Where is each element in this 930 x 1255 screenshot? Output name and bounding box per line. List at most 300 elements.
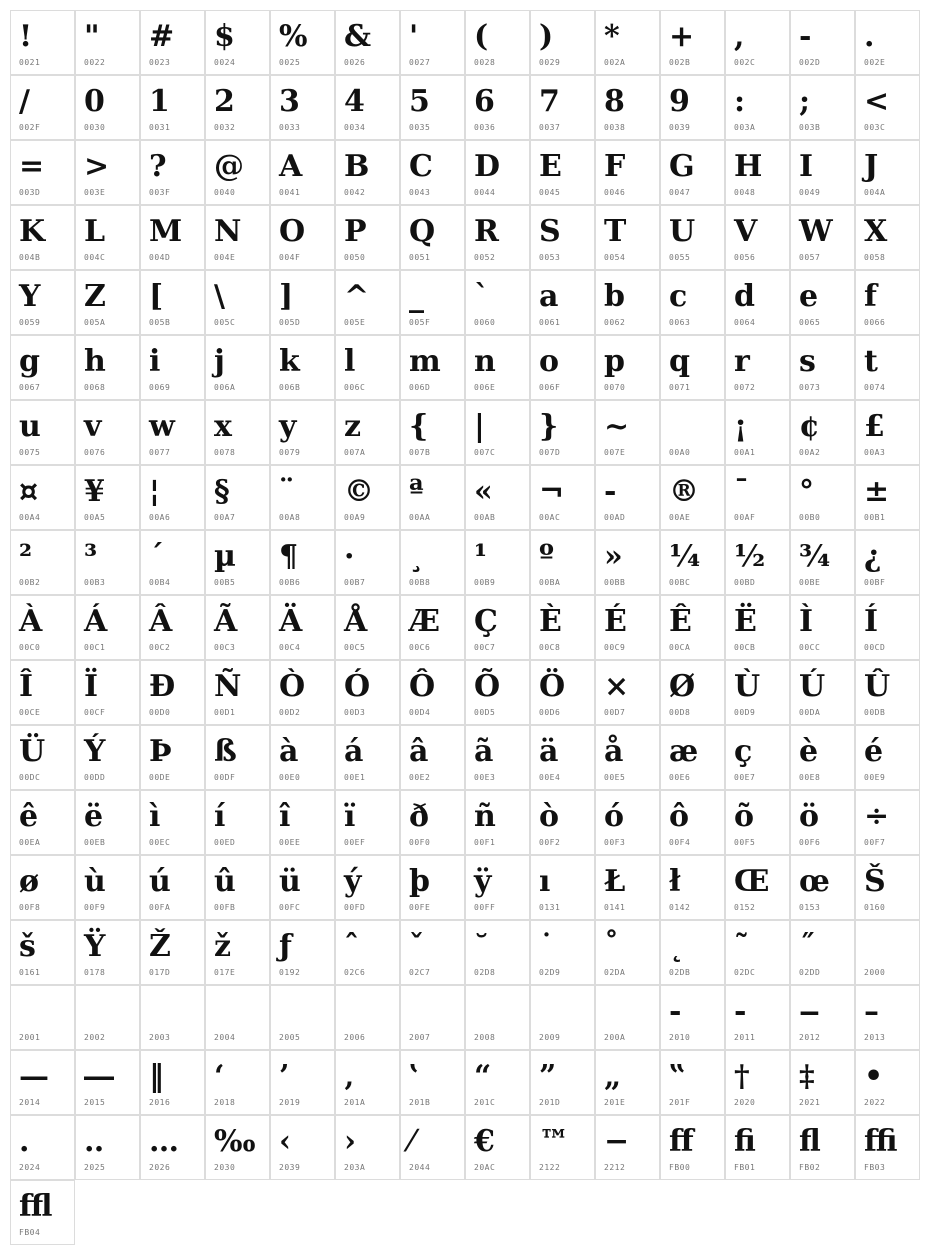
glyph-code: 00DA: [799, 708, 821, 717]
glyph-code: 0028: [474, 58, 496, 67]
glyph-code: 00C0: [19, 643, 41, 652]
glyph-character: =: [19, 149, 45, 184]
glyph-character: ﬁ: [734, 1124, 756, 1159]
glyph-code: 005A: [84, 318, 106, 327]
glyph-character: [409, 992, 419, 1032]
glyph-character: Ð: [149, 669, 176, 704]
glyph-cell: [10, 10, 75, 75]
glyph-code: 00FE: [409, 903, 431, 912]
glyph-cell: [270, 1050, 335, 1115]
glyph-cell: [75, 855, 140, 920]
glyph-code: 2004: [214, 1033, 236, 1042]
glyph-character: ‥: [84, 1124, 105, 1159]
glyph-character: ±: [864, 474, 890, 509]
glyph-code: 0061: [539, 318, 561, 327]
glyph-code: 00AC: [539, 513, 561, 522]
glyph-cell: [855, 1115, 920, 1180]
glyph-code: 00AA: [409, 513, 431, 522]
glyph-cell: [400, 790, 465, 855]
glyph-code: 00EA: [19, 838, 41, 847]
glyph-character: [279, 992, 289, 1032]
glyph-cell: [335, 855, 400, 920]
glyph-code: FB03: [864, 1163, 886, 1172]
glyph-code: 00EF: [344, 838, 366, 847]
glyph-code: 004F: [279, 253, 301, 262]
glyph-code: 006F: [539, 383, 561, 392]
glyph-code: 0047: [669, 188, 691, 197]
glyph-cell: [75, 335, 140, 400]
glyph-code: 00D8: [669, 708, 691, 717]
glyph-code: 00D3: [344, 708, 366, 717]
glyph-code: 00C8: [539, 643, 561, 652]
glyph-cell: [335, 75, 400, 140]
glyph-cell: [75, 595, 140, 660]
glyph-cell: [465, 855, 530, 920]
glyph-character: V: [734, 214, 758, 249]
glyph-code: 00B1: [864, 513, 886, 522]
glyph-code: 0074: [864, 383, 886, 392]
glyph-character: €: [474, 1124, 495, 1159]
glyph-character: ƒ: [279, 929, 292, 964]
glyph-cell: [855, 140, 920, 205]
glyph-cell: [725, 1050, 790, 1115]
glyph-cell: [400, 270, 465, 335]
glyph-character: Ü: [19, 734, 46, 769]
glyph-code: 00A7: [214, 513, 236, 522]
glyph-character: ⁄: [409, 1124, 415, 1159]
glyph-character: ˙: [539, 929, 554, 964]
glyph-code: 00A1: [734, 448, 756, 457]
glyph-character: Š: [864, 864, 886, 899]
glyph-cell: [335, 10, 400, 75]
glyph-code: 00E9: [864, 773, 886, 782]
glyph-code: 00C3: [214, 643, 236, 652]
glyph-cell: [140, 595, 205, 660]
glyph-code: 002C: [734, 58, 756, 67]
glyph-cell: [465, 75, 530, 140]
glyph-cell: [790, 1115, 855, 1180]
glyph-code: 00D2: [279, 708, 301, 717]
glyph-character: ﬃ: [864, 1124, 898, 1159]
glyph-cell: [335, 335, 400, 400]
glyph-code: 2003: [149, 1033, 171, 1042]
glyph-code: 0161: [19, 968, 41, 977]
glyph-code: 004D: [149, 253, 171, 262]
glyph-cell: [790, 205, 855, 270]
glyph-cell: [10, 1050, 75, 1115]
glyph-character: ‟: [669, 1059, 687, 1094]
glyph-code: 0030: [84, 123, 106, 132]
glyph-character: é: [864, 734, 884, 769]
glyph-cell: [465, 205, 530, 270]
glyph-character: y: [279, 409, 297, 444]
glyph-code: 004E: [214, 253, 236, 262]
glyph-code: 0050: [344, 253, 366, 262]
glyph-code: 2001: [19, 1033, 41, 1042]
glyph-cell: [270, 725, 335, 790]
glyph-code: 0045: [539, 188, 561, 197]
glyph-code: 02C7: [409, 968, 431, 977]
glyph-cell: [660, 10, 725, 75]
glyph-cell: [10, 660, 75, 725]
glyph-code: 007B: [409, 448, 431, 457]
glyph-cell: [725, 465, 790, 530]
glyph-character: h: [84, 344, 106, 379]
glyph-code: 0037: [539, 123, 561, 132]
glyph-cell: [205, 270, 270, 335]
glyph-cell: [400, 335, 465, 400]
glyph-cell: [465, 660, 530, 725]
glyph-cell: [270, 75, 335, 140]
glyph-character: @: [214, 149, 244, 184]
glyph-character: B: [344, 149, 370, 184]
glyph-code: 002E: [864, 58, 886, 67]
glyph-code: 0065: [799, 318, 821, 327]
glyph-cell: [270, 335, 335, 400]
glyph-cell: [400, 725, 465, 790]
glyph-cell: [790, 595, 855, 660]
glyph-character: H: [734, 149, 763, 184]
glyph-cell: [465, 920, 530, 985]
glyph-code: 0153: [799, 903, 821, 912]
glyph-character: [149, 992, 159, 1032]
glyph-character: •: [864, 1059, 884, 1094]
glyph-cell: [270, 1115, 335, 1180]
glyph-code: 00E0: [279, 773, 301, 782]
glyph-code: 0026: [344, 58, 366, 67]
glyph-cell: [465, 530, 530, 595]
glyph-character: ¾: [799, 539, 831, 574]
glyph-character: [604, 992, 614, 1032]
glyph-cell: [205, 1115, 270, 1180]
glyph-cell: [790, 920, 855, 985]
glyph-cell: [75, 10, 140, 75]
glyph-cell: [75, 790, 140, 855]
glyph-character: ñ: [474, 799, 496, 834]
glyph-character: Ý: [84, 734, 106, 769]
glyph-cell: [725, 1115, 790, 1180]
glyph-character: [474, 992, 484, 1032]
glyph-character: ú: [149, 864, 171, 899]
glyph-cell: [725, 75, 790, 140]
glyph-character: ç: [734, 734, 753, 769]
glyph-code: 0152: [734, 903, 756, 912]
glyph-cell: [790, 725, 855, 790]
glyph-code: 00E2: [409, 773, 431, 782]
glyph-code: 00C4: [279, 643, 301, 652]
glyph-character: o: [539, 344, 560, 379]
glyph-cell: [400, 530, 465, 595]
glyph-character: _: [409, 279, 424, 314]
glyph-cell: [75, 205, 140, 270]
glyph-code: 0063: [669, 318, 691, 327]
glyph-code: 2012: [799, 1033, 821, 1042]
glyph-code: 002A: [604, 58, 626, 67]
glyph-character: Ì: [799, 604, 814, 639]
glyph-cell: [855, 335, 920, 400]
glyph-character: 4: [344, 84, 365, 119]
glyph-cell: [530, 1050, 595, 1115]
glyph-cell: [465, 1115, 530, 1180]
glyph-character: ‡: [799, 1059, 815, 1094]
glyph-character: a: [539, 279, 559, 314]
glyph-character: K: [19, 214, 46, 249]
glyph-code: 00D0: [149, 708, 171, 717]
glyph-cell: [400, 660, 465, 725]
glyph-character: X: [864, 214, 888, 249]
glyph-code: 0192: [279, 968, 301, 977]
glyph-character: [84, 992, 94, 1032]
glyph-cell: [855, 920, 920, 985]
glyph-cell: [270, 855, 335, 920]
glyph-character: ª: [409, 474, 424, 509]
glyph-cell: [75, 985, 140, 1050]
glyph-character: ©: [344, 474, 374, 509]
glyph-character: ―: [84, 1059, 114, 1094]
glyph-cell: [660, 660, 725, 725]
glyph-character: †: [734, 1059, 750, 1094]
glyph-character: Í: [864, 604, 879, 639]
glyph-cell: [855, 400, 920, 465]
glyph-code: 203A: [344, 1163, 366, 1172]
glyph-character: Ï: [84, 669, 99, 704]
glyph-character: Q: [409, 214, 436, 249]
glyph-cell: [790, 465, 855, 530]
glyph-character: ‐: [669, 994, 682, 1029]
glyph-character: °: [799, 474, 814, 509]
glyph-cell: [790, 855, 855, 920]
glyph-character: Þ: [149, 734, 172, 769]
glyph-code: 0142: [669, 903, 691, 912]
glyph-character: È: [539, 604, 562, 639]
glyph-character: ‰: [214, 1124, 256, 1159]
glyph-cell: [595, 725, 660, 790]
glyph-cell: [335, 790, 400, 855]
glyph-character: ): [539, 19, 554, 54]
glyph-code: 005E: [344, 318, 366, 327]
glyph-character: <: [864, 84, 890, 119]
glyph-cell: [725, 530, 790, 595]
glyph-character: ․: [19, 1124, 30, 1159]
glyph-code: 02C6: [344, 968, 366, 977]
glyph-code: 2212: [604, 1163, 626, 1172]
glyph-cell: [595, 335, 660, 400]
glyph-cell: [75, 1050, 140, 1115]
glyph-character: ¿: [864, 539, 882, 574]
glyph-code: 0071: [669, 383, 691, 392]
glyph-character: ¸: [409, 539, 424, 574]
glyph-code: 0038: [604, 123, 626, 132]
glyph-cell: [270, 140, 335, 205]
glyph-code: 0042: [344, 188, 366, 197]
glyph-cell: [335, 595, 400, 660]
glyph-code: 0040: [214, 188, 236, 197]
glyph-character: C: [409, 149, 433, 184]
glyph-code: 00DC: [19, 773, 41, 782]
glyph-character: Â: [149, 604, 173, 639]
glyph-cell: [400, 595, 465, 660]
glyph-cell: [335, 400, 400, 465]
glyph-cell: [660, 985, 725, 1050]
glyph-code: 02DD: [799, 968, 821, 977]
glyph-code: 00FA: [149, 903, 171, 912]
glyph-character: ·: [344, 539, 355, 574]
glyph-character: É: [604, 604, 627, 639]
glyph-code: 002B: [669, 58, 691, 67]
glyph-cell: [530, 855, 595, 920]
glyph-cell: [725, 205, 790, 270]
glyph-code: 00D6: [539, 708, 561, 717]
glyph-code: 2013: [864, 1033, 886, 1042]
glyph-code: 2122: [539, 1163, 561, 1172]
glyph-character: Ë: [734, 604, 757, 639]
glyph-cell: [660, 140, 725, 205]
glyph-cell: [270, 465, 335, 530]
glyph-character: û: [214, 864, 236, 899]
glyph-character: j: [214, 344, 225, 379]
glyph-code: 00AF: [734, 513, 756, 522]
glyph-cell: [335, 660, 400, 725]
glyph-code: 006D: [409, 383, 431, 392]
glyph-cell: [205, 140, 270, 205]
glyph-code: 004C: [84, 253, 106, 262]
glyph-cell: [725, 790, 790, 855]
glyph-code: 0054: [604, 253, 626, 262]
glyph-code: 0023: [149, 58, 171, 67]
glyph-cell: [595, 920, 660, 985]
glyph-code: 0131: [539, 903, 561, 912]
glyph-character: ˛: [669, 929, 684, 964]
glyph-character: l: [344, 344, 356, 379]
glyph-code: FB01: [734, 1163, 756, 1172]
glyph-cell: [595, 790, 660, 855]
glyph-character: P: [344, 214, 367, 249]
glyph-character: í: [214, 799, 226, 834]
glyph-code: 00F8: [19, 903, 41, 912]
glyph-cell: [140, 465, 205, 530]
glyph-cell: [140, 725, 205, 790]
glyph-cell: [790, 335, 855, 400]
glyph-character: }: [539, 409, 559, 444]
glyph-code: 0052: [474, 253, 496, 262]
glyph-code: 003E: [84, 188, 106, 197]
glyph-character: p: [604, 344, 625, 379]
glyph-cell: [790, 140, 855, 205]
glyph-code: 00C9: [604, 643, 626, 652]
glyph-character: –: [864, 994, 879, 1029]
glyph-cell: [335, 920, 400, 985]
glyph-character: f: [864, 279, 877, 314]
glyph-character: Î: [19, 669, 34, 704]
glyph-code: 0048: [734, 188, 756, 197]
glyph-cell: [595, 595, 660, 660]
glyph-character: i: [149, 344, 161, 379]
glyph-character: q: [669, 344, 690, 379]
glyph-cell: [335, 465, 400, 530]
glyph-character: ì: [149, 799, 161, 834]
glyph-cell: [855, 530, 920, 595]
glyph-cell: [530, 270, 595, 335]
glyph-cell: [530, 465, 595, 530]
glyph-character: —: [19, 1059, 49, 1094]
glyph-cell: [205, 335, 270, 400]
glyph-cell: [205, 660, 270, 725]
glyph-character: d: [734, 279, 755, 314]
glyph-character: S: [539, 214, 561, 249]
glyph-code: 0027: [409, 58, 431, 67]
glyph-code: 00CA: [669, 643, 691, 652]
glyph-character: W: [799, 214, 833, 249]
glyph-cell: [790, 530, 855, 595]
glyph-code: 006B: [279, 383, 301, 392]
glyph-cell: [400, 75, 465, 140]
glyph-character: õ: [734, 799, 755, 834]
glyph-code: 00E5: [604, 773, 626, 782]
glyph-character: J: [864, 149, 879, 184]
glyph-cell: [790, 10, 855, 75]
glyph-cell: [140, 75, 205, 140]
glyph-code: 00CE: [19, 708, 41, 717]
glyph-cell: [595, 1050, 660, 1115]
glyph-cell: [595, 10, 660, 75]
glyph-cell: [75, 725, 140, 790]
glyph-cell: [660, 1050, 725, 1115]
glyph-cell: [335, 1050, 400, 1115]
glyph-character: …: [149, 1124, 179, 1159]
glyph-code: FB02: [799, 1163, 821, 1172]
glyph-cell: [530, 335, 595, 400]
glyph-cell: [725, 725, 790, 790]
glyph-cell: [10, 985, 75, 1050]
glyph-cell: [660, 1115, 725, 1180]
glyph-code: 20AC: [474, 1163, 496, 1172]
glyph-character: ¼: [669, 539, 701, 574]
glyph-code: 003C: [864, 123, 886, 132]
glyph-cell: [465, 10, 530, 75]
glyph-cell: [465, 465, 530, 530]
glyph-character: ¹: [474, 539, 488, 574]
glyph-cell: [10, 400, 75, 465]
glyph-code: 00BA: [539, 578, 561, 587]
glyph-character: ¡: [734, 409, 748, 444]
glyph-cell: [595, 270, 660, 335]
glyph-cell: [10, 465, 75, 530]
glyph-cell: [660, 920, 725, 985]
glyph-cell: [270, 400, 335, 465]
glyph-character: ð: [409, 799, 430, 834]
glyph-cell: [595, 1115, 660, 1180]
glyph-grid: [10, 10, 920, 1245]
glyph-code: 0078: [214, 448, 236, 457]
glyph-cell: [140, 530, 205, 595]
glyph-code: 2044: [409, 1163, 431, 1172]
glyph-character: «: [474, 474, 493, 509]
glyph-code: 00B8: [409, 578, 431, 587]
glyph-cell: [75, 270, 140, 335]
glyph-cell: [790, 1050, 855, 1115]
glyph-cell: [140, 205, 205, 270]
glyph-cell: [530, 1115, 595, 1180]
glyph-code: 0032: [214, 123, 236, 132]
glyph-code: 00E4: [539, 773, 561, 782]
glyph-code: 0022: [84, 58, 106, 67]
glyph-code: 0178: [84, 968, 106, 977]
glyph-cell: [75, 530, 140, 595]
glyph-cell: [855, 10, 920, 75]
glyph-code: 006A: [214, 383, 236, 392]
glyph-code: 0059: [19, 318, 41, 327]
glyph-code: 00AD: [604, 513, 626, 522]
